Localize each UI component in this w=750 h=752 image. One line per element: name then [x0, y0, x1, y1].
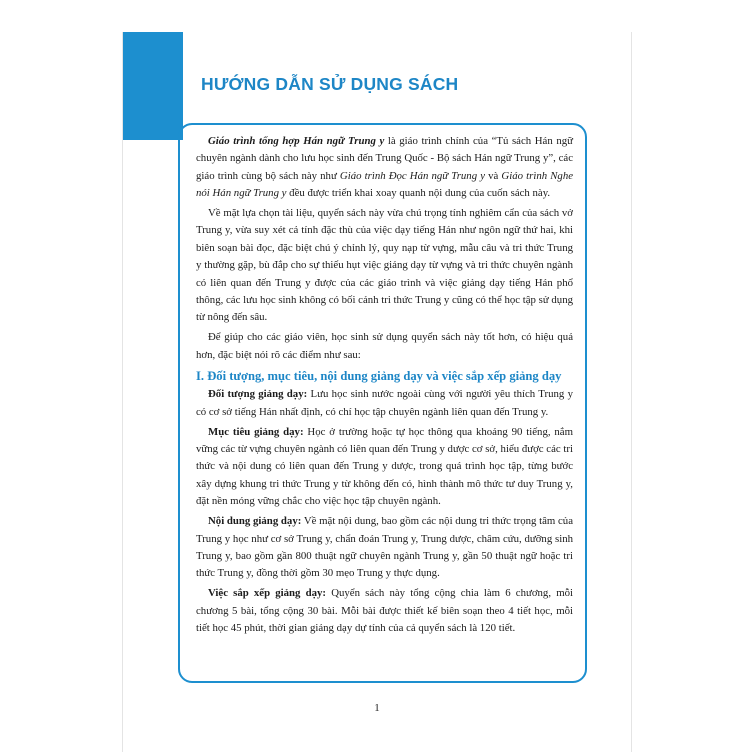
section-heading: I. Đối tượng, mục tiêu, nội dung giảng dạy và việc sắp xếp giảng dạy [196, 369, 562, 384]
teaching-schedule-label: Việc sắp xếp giảng dạy: [208, 587, 327, 600]
teaching-schedule-paragraph: Việc sắp xếp giảng dạy: Quyển sách này tổng cộng chia làm 6 chương, mỗi chương 5 bài, tổng cộng 30 bài. Mỗi bài được thiết kế biên soạn theo 4 tiết học, mỗi tiết học 45 phút, thời gian giảng dạy dự tính của cả quyển sách là 120 tiết. [196, 587, 573, 634]
book-page [122, 32, 632, 752]
intro-paragraph-3: Để giúp cho các giáo viên, học sinh sử dụng quyển sách này tốt hơn, có hiệu quả hơn, đặc biệt nói rõ các điểm như sau: [196, 331, 573, 361]
teaching-content-paragraph: Nội dung giảng dạy: Về mặt nội dung, bao gồm các nội dung tri thức trọng tâm của Trung y học như cơ sở Trung y, chẩn đoán Trung y, Trung dược, châm cứu, dưỡng sinh Trung y, bao gồm gần 800 thuật ngữ chuyên ngành Trung y, gần 50 thuật ngữ hoặc tri thức Trung y, đồng thời gồm 30 mẹo Trung y thực dụng. [196, 515, 573, 580]
title-accent-band [123, 32, 183, 140]
intro-paragraph-1: Giáo trình tổng hợp Hán ngữ Trung y là giáo trình chính của “Tủ sách Hán ngữ chuyên ngành dành cho lưu học sinh đến Trung Quốc - Bộ sách Hán ngữ Trung y”, các giáo trình cùng bộ sách này như Giáo trình Đọc Hán ngữ Trung y và Giáo trình Nghe nói Hán ngữ Trung y đều được triển khai xoay quanh nội dung của cuốn sách này. [196, 135, 574, 200]
intro-paragraph-2: Về mặt lựa chọn tài liệu, quyển sách này vừa chú trọng tính nghiêm cẩn của sách vở Trung y, vừa suy xét cả tính đặc thù của việc dạy tiếng Hán như ngôn ngữ thứ hai, khi biên soạn bài đọc, đặc biệt chú ý chỉnh lý, quy nạp từ vựng, mẫu câu và tri thức Trung y thường gặp, bù đắp cho sự thiếu hụt việc giảng dạy từ vựng và tri thức chuyên ngành có liên quan đến Trung y được của các giáo trình và việc giảng dạy tiếng Hán phổ thông, các lưu học sinh không có bối cảnh tri thức Trung y cũng có thể học tập sử dụng từ nông đến sâu. [196, 207, 573, 324]
teaching-goal-paragraph: Mục tiêu giảng dạy: Học ở trường hoặc tự học thông qua khoảng 90 tiếng, nắm vững các từ vựng chuyên ngành có liên quan đến Trung y dược cơ sở, hiểu được các tri thức và nội dung có liên quan đến Trung y dược, trong quá trình học tập, từng bước xây dựng khung tri thức Trung y từ không đến có, hình thành mô thức tư duy Trung y, đặt nền móng vững chắc cho việc học tập chuyên ngành. [196, 425, 573, 508]
teaching-target-paragraph: Đối tượng giảng dạy: Lưu học sinh nước ngoài cùng với người yêu thích Trung y có cơ sở tiếng Hán nhất định, có chí học tập chuyên ngành liên quan đến Trung y. [196, 388, 573, 418]
page-number: 1 [374, 702, 380, 714]
teaching-content-label: Nội dung giảng dạy: [208, 515, 302, 528]
content-box [178, 123, 587, 683]
teaching-target-label: Đối tượng giảng dạy: [208, 388, 308, 401]
book-title: Giáo trình tổng hợp Hán ngữ Trung y [208, 135, 385, 147]
teaching-goal-label: Mục tiêu giảng dạy: [208, 425, 304, 438]
page-title: HƯỚNG DẪN SỬ DỤNG SÁCH [201, 74, 459, 94]
